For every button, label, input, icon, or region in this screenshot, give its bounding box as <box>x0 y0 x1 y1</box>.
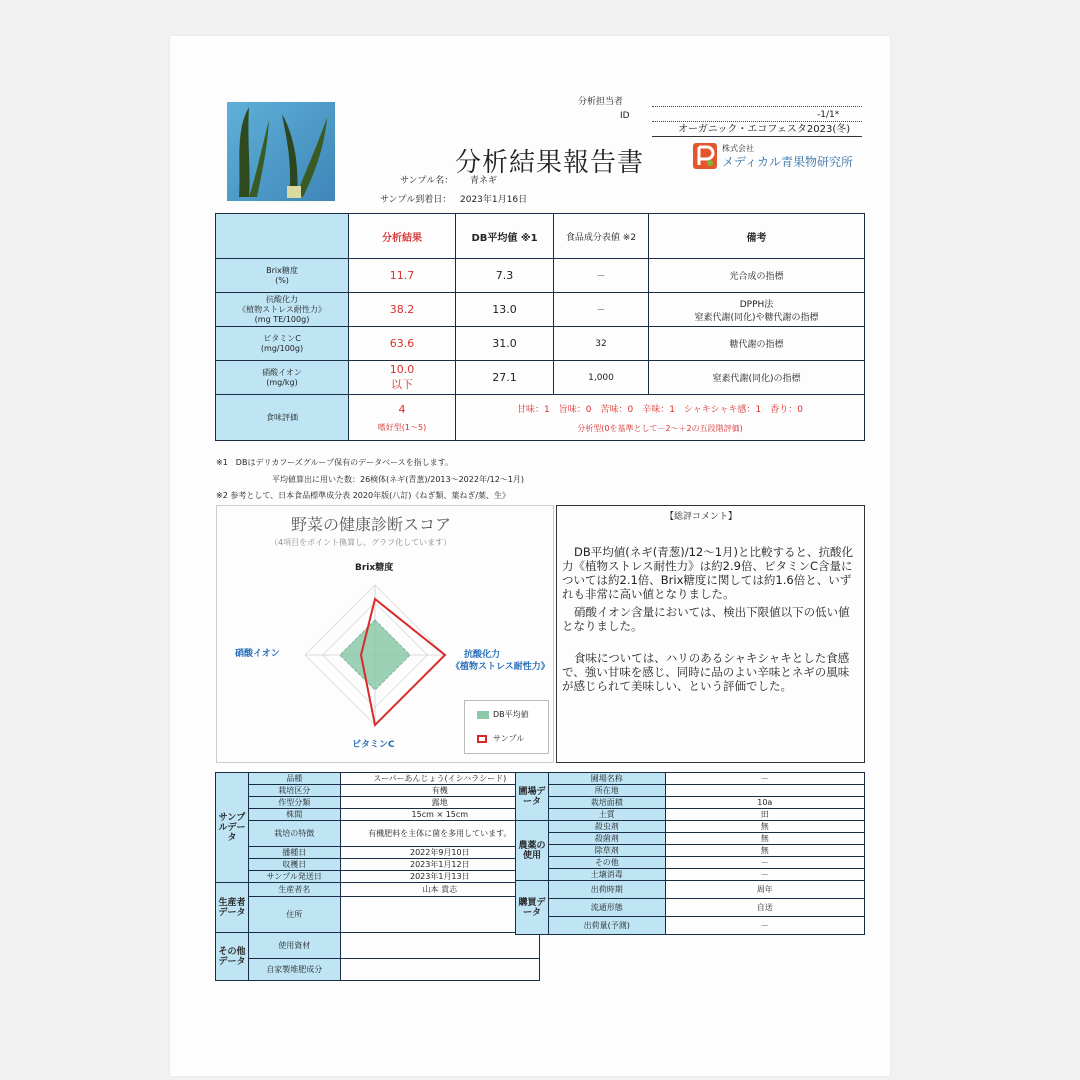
table-row: 栽培区分 有機 <box>216 785 540 797</box>
axis-label-nitrate: 硝酸イオン <box>235 649 280 659</box>
table-row: 住所 <box>216 897 540 933</box>
table-row: Brix糖度 (%) 11.7 7.3 － 光合成の指標 <box>216 259 865 293</box>
side-label-producer: 生産者データ <box>216 883 249 933</box>
table-row: 収穫日 2023年1月12日 <box>216 859 540 871</box>
note-2: ※2 参考として、日本食品標準成分表 2020年版(八訂)《ねぎ類、葉ねぎ/葉、生》 <box>216 491 511 500</box>
taste-method: 分析型(0を基準として－2～＋2の五段階評価) <box>577 423 743 433</box>
note-1: ※1 DBはデリカフーズグループ保有のデータベースを指します。 <box>216 458 454 467</box>
table-row: ビタミンC (mg/100g) 63.6 31.0 32 糖代謝の指標 <box>216 327 865 361</box>
col-food: 食品成分表値 ※2 <box>554 214 649 259</box>
legend-sample-swatch <box>477 735 487 743</box>
company-logo-icon <box>692 142 718 170</box>
id-value: -1/1* <box>817 110 840 120</box>
table-row: 作型分類 露地 <box>216 797 540 809</box>
legend-db-label: DB平均値 <box>493 710 529 719</box>
axis-label-antioxidant: 抗酸化力 <box>464 650 501 660</box>
field-data-table <box>515 772 865 935</box>
analyst-label: 分析担当者 <box>578 97 624 107</box>
vegetable-photo <box>227 102 335 201</box>
table-row: 栽培の特徴 有機肥料を主体に菌を多用しています。 <box>216 821 540 847</box>
axis-label-brix: Brix糖度 <box>355 563 394 573</box>
legend-db-swatch <box>477 711 489 719</box>
table-row: 購買データ 出荷時期 周年 <box>516 881 865 899</box>
col-db: DB平均値 ※1 <box>456 214 554 259</box>
event-line <box>652 136 862 137</box>
comment-p1: DB平均値(ネギ(青葱)/12～1月)と比較すると、抗酸化力《植物ストレス耐性力》は約2.9倍、ビタミンC含量については約2.1倍、Brix糖度に関しては約1.6倍と、いずれも非常に高い値となりました。 <box>562 545 854 601</box>
table-row: サンプルデータ 品種 スーパーあんじょう(イシハラシード) <box>216 773 540 785</box>
arrival-date: 2023年1月16日 <box>460 195 528 205</box>
event-name: オーガニック・エコフェスタ2023(冬) <box>678 124 851 135</box>
taste-scale: 嗜好型(1～5) <box>377 422 427 432</box>
db-average-area <box>340 620 410 690</box>
taste-row: 食味評価 4 嗜好型(1～5) 甘味：1 旨味：0 苦味：0 辛味：1 シャキシャキ感：1 香り：0 分析型(0を基準として－2～＋2の五段階評価) <box>216 395 865 441</box>
table-row: 播種日 2022年9月10日 <box>216 847 540 859</box>
id-label: ID <box>620 111 630 121</box>
side-label-sample: サンプルデータ <box>216 773 249 883</box>
comment-p2: 硝酸イオン含量においては、検出下限値以下の低い値となりました。 <box>562 605 850 633</box>
table-row: 圃場データ 圃場名称 － <box>516 773 865 785</box>
note-1b: 平均値算出に用いた数：26検体(ネギ(青葱)/2013～2022年/12～1月) <box>272 475 525 484</box>
legend-sample-label: サンプル <box>493 734 525 743</box>
analyst-line <box>652 106 862 107</box>
table-row: 流通形態 自送 <box>516 899 865 917</box>
table-row: 土壌消毒 － <box>516 869 865 881</box>
table-row: 自家製堆肥成分 <box>216 959 540 981</box>
taste-score: 4 <box>398 402 406 416</box>
table-row: 所在地 <box>516 785 865 797</box>
table-row: 殺菌剤 無 <box>516 833 865 845</box>
table-row: 株間 15cm × 15cm <box>216 809 540 821</box>
table-row: サンプル発送日 2023年1月13日 <box>216 871 540 883</box>
sample-name-label: サンプル名： <box>400 176 454 186</box>
chart-legend <box>464 700 549 754</box>
sample-name: 青ネギ <box>470 176 498 186</box>
table-row: その他 － <box>516 857 865 869</box>
side-label-other: その他データ <box>216 933 249 981</box>
taste-detail: 甘味：1 旨味：0 苦味：0 辛味：1 シャキシャキ感：1 香り：0 <box>517 404 803 415</box>
col-note: 備考 <box>649 214 865 259</box>
comment-heading: 【総評コメント】 <box>665 512 738 522</box>
chart-title: 野菜の健康診断スコア <box>291 515 452 534</box>
table-row: 生産者データ 生産者名 山本 貴志 <box>216 883 540 897</box>
comment-panel <box>556 505 865 763</box>
axis-label-vitaminc: ビタミンC <box>352 740 395 750</box>
report-title: 分析結果報告書 <box>455 148 645 178</box>
chart-subtitle: （4項目をポイント換算し、グラフ化しています） <box>270 538 452 547</box>
id-line <box>652 121 862 122</box>
table-row: 土質 田 <box>516 809 865 821</box>
table-row: 硝酸イオン (mg/kg) 10.0 以下 27.1 1,000 窒素代謝(同化)の指標 <box>216 361 865 395</box>
axis-label-antioxidant-sub: 《植物ストレス耐性力》 <box>451 662 550 672</box>
table-row: 除草剤 無 <box>516 845 865 857</box>
comment-p3: 食味については、ハリのあるシャキシャキとした食感で、強い甘味を感じ、同時に品のよい辛味とネギの風味が感じられて美味しい、という評価でした。 <box>562 651 850 693</box>
table-row: 抗酸化力 《植物ストレス耐性力》 (mg TE/100g) 38.2 13.0 － DPPH法 窒素代謝(同化)や糖代謝の指標 <box>216 293 865 327</box>
table-row: 栽培面積 10a <box>516 797 865 809</box>
arrival-label: サンプル到着日： <box>380 195 452 205</box>
radar-chart <box>290 570 460 740</box>
analysis-table <box>215 213 865 441</box>
table-row: 出荷量(予測) － <box>516 917 865 935</box>
company-name: メディカル青果物研究所 <box>722 155 854 169</box>
table-row: その他データ 使用資材 <box>216 933 540 959</box>
company-small: 株式会社 <box>722 144 754 153</box>
table-row: 農薬の使用 殺虫剤 無 <box>516 821 865 833</box>
col-result: 分析結果 <box>349 214 456 259</box>
sample-data-table <box>215 772 540 981</box>
